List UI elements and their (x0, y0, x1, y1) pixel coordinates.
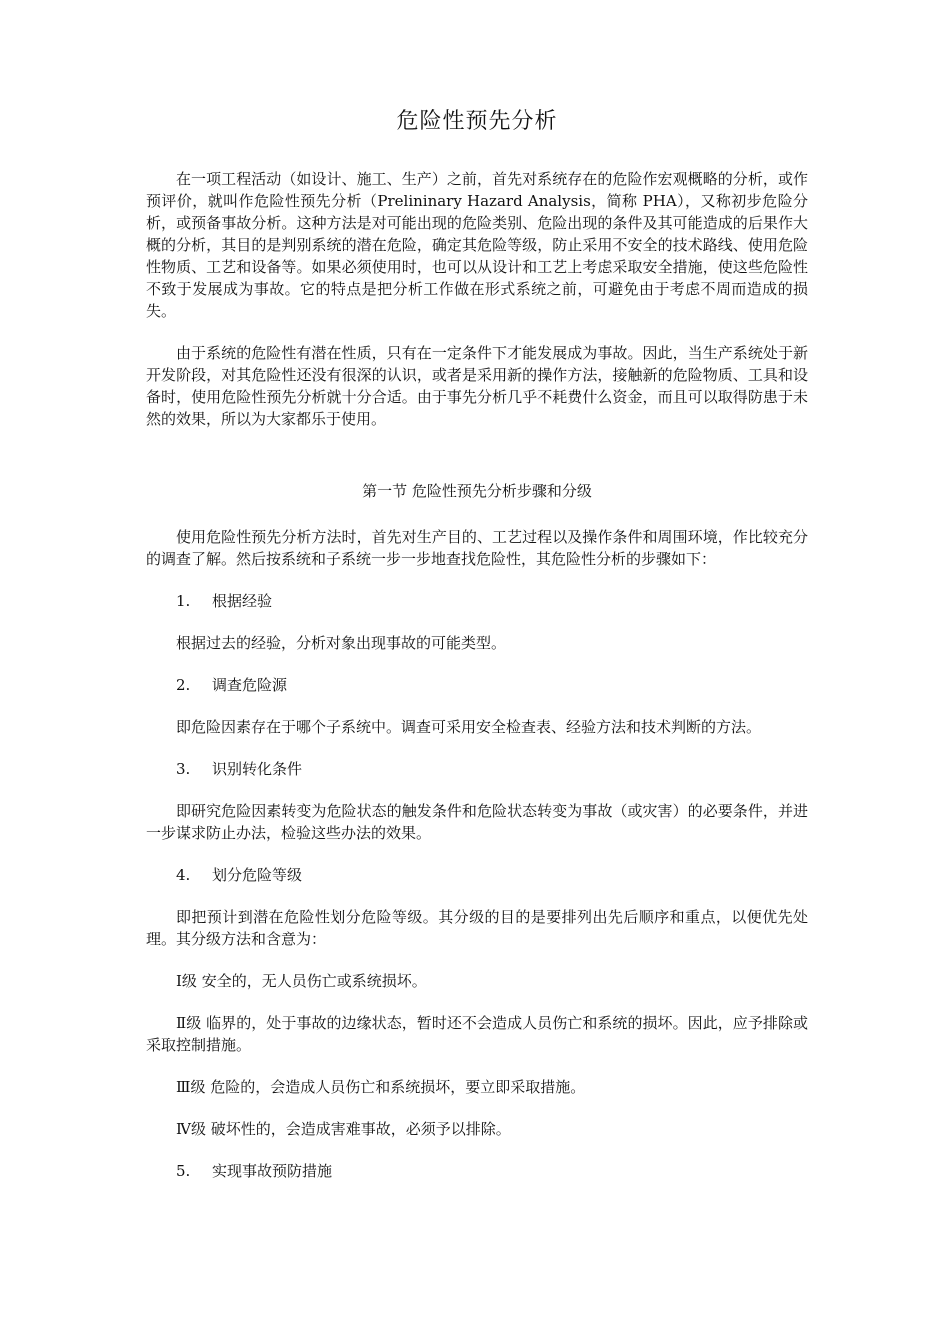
section-title: 第一节 危险性预先分析步骤和分级 (362, 482, 592, 500)
step-description-2: 即危险因素存在于哪个子系统中。调查可采用安全检查表、经验方法和技术判断的方法。 (176, 718, 762, 736)
step-description-3: 即研究危险因素转变为危险状态的触发条件和危险状态转变为事故（或灾害）的必要条件，并进一步谋求防止办法，检验这些办法的效果。 (146, 802, 808, 842)
step-title: 调查危险源 (212, 676, 288, 694)
section-intro-paragraph: 使用危险性预先分析方法时，首先对生产目的、工艺过程以及操作条件和周围环境，作比较充分的调查了解。然后按系统和子系统一步一步地查找危险性，其危险性分析的步骤如下： (146, 528, 808, 568)
step-heading-4 (176, 864, 808, 886)
step-number: 5. (176, 1162, 191, 1180)
document-page (146, 100, 808, 1202)
step-heading-1 (176, 590, 808, 612)
step-heading-3 (176, 758, 808, 780)
step-number: 2. (176, 676, 191, 694)
hazard-level-1: Ⅰ级 安全的，无人员伤亡或系统损坏。 (176, 972, 427, 990)
step-number: 3. (176, 760, 191, 778)
step-title: 识别转化条件 (212, 760, 303, 778)
step-number: 4. (176, 866, 191, 884)
hazard-level-4: Ⅳ级 破坏性的，会造成害难事故，必须予以排除。 (176, 1120, 511, 1138)
step-heading-2 (176, 674, 808, 696)
step-title: 划分危险等级 (212, 866, 303, 884)
step-title: 根据经验 (212, 592, 273, 610)
intro-paragraph-1: 在一项工程活动（如设计、施工、生产）之前，首先对系统存在的危险作宏观概略的分析，或作预评价，就叫作危险性预先分析（Prelininary Hazard Analysis，简称 PHA），又称初步危险分析，或预备事故分析。这种方法是对可能出现的危险类别、危险出现的条件及其可能造成的后果作大概的分析，其目的是判别系统的潜在危险，确定其危险等级，防止采用不安全的技术路线、使用危险性物质、工艺和设备等。如果必须使用时，也可以从设计和工艺上考虑采取安全措施，使这些危险性不致于发展成为事故。它的特点是把分析工作做在形式系统之前，可避免由于考虑不周而造成的损失。 (146, 170, 808, 320)
intro-paragraph-2: 由于系统的危险性有潜在性质，只有在一定条件下才能发展成为事故。因此，当生产系统处于新开发阶段，对其危险性还没有很深的认识，或者是采用新的操作方法，接触新的危险物质、工具和设备时，使用危险性预先分析就十分合适。由于事先分析几乎不耗费什么资金，而且可以取得防患于未然的效果，所以为大家都乐于使用。 (146, 344, 808, 428)
step-heading-5 (176, 1160, 808, 1182)
step-description-4: 即把预计到潜在危险性划分危险等级。其分级的目的是要排列出先后顺序和重点，以便优先处理。其分级方法和含意为： (146, 908, 808, 948)
hazard-level-3: Ⅲ级 危险的，会造成人员伤亡和系统损坏，要立即采取措施。 (176, 1078, 586, 1096)
step-number: 1. (176, 592, 191, 610)
step-title: 实现事故预防措施 (212, 1162, 333, 1180)
document-title: 危险性预先分析 (396, 109, 558, 134)
hazard-level-2: Ⅱ级 临界的，处于事故的边缘状态，暂时还不会造成人员伤亡和系统的损坏。因此，应予排除或采取控制措施。 (146, 1014, 808, 1054)
step-description-1: 根据过去的经验，分析对象出现事故的可能类型。 (176, 634, 507, 652)
